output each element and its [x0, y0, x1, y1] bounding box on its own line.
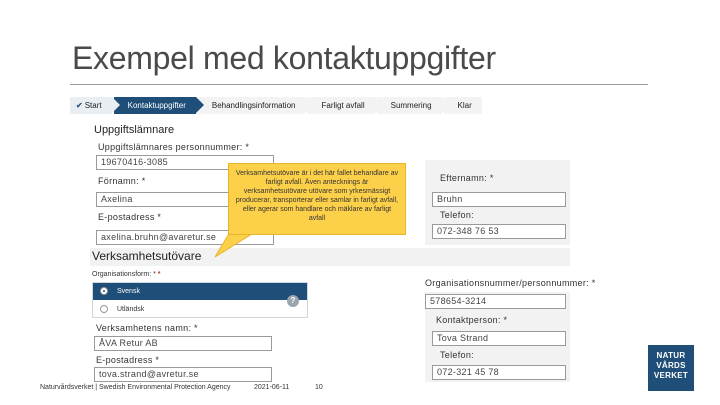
step-behandlingsinformation[interactable] — [198, 97, 306, 114]
org-epost-label: E-postadress * — [96, 355, 160, 365]
orgnr-field[interactable]: 578654-3214 — [425, 294, 566, 309]
org-form-radio-group — [92, 282, 308, 318]
fornamn-label: Förnamn: * — [98, 176, 146, 186]
step-start[interactable] — [70, 97, 112, 114]
epost-field[interactable]: axelina.bruhn@avaretur.se — [96, 230, 274, 245]
step-label: Klar — [457, 101, 472, 110]
footer-org: Naturvårdsverket | Swedish Environmental Protection Agency — [40, 384, 231, 391]
footer-page-number: 10 — [315, 384, 323, 391]
logo-line: VÅRDS — [656, 361, 686, 370]
org-telefon-label: Telefon: — [440, 350, 474, 360]
org-form-label-text: Organisationsform: * — [92, 271, 156, 278]
step-farligt-avfall[interactable] — [307, 97, 374, 114]
logo-line: NATUR — [656, 351, 686, 360]
slide-title: Exempel med kontaktuppgifter — [72, 40, 496, 76]
tooltip-callout: Verksamhetsutövare är i det här fallet behandlare av farligt avfall. Även antecknings är verksamhetsutövare utövare som yrkesmässigt producerar, transporterar eller samlar in farligt avfall, eller agerar som handlare och mäklare av farligt avfall — [228, 163, 406, 235]
uppgiftslamnare-heading: Uppgiftslämnare — [94, 124, 175, 136]
fornamn-field[interactable]: Axelina — [96, 192, 274, 207]
step-kontaktuppgifter[interactable] — [114, 97, 196, 114]
org-telefon-field[interactable]: 072-321 45 78 — [432, 365, 566, 380]
wizard-steps — [70, 97, 484, 114]
radio-option-utlandsk[interactable] — [93, 301, 307, 318]
telefon-label: Telefon: — [440, 210, 474, 220]
personnummer-label: Uppgiftslämnares personnummer: * — [98, 142, 250, 152]
naturvardsverket-logo — [648, 345, 694, 391]
step-label: Kontaktuppgifter — [127, 101, 186, 110]
radio-selected-icon — [100, 287, 108, 295]
verksamhetens-namn-label: Verksamhetens namn: * — [96, 323, 198, 333]
verksamhetsutovare-heading: Verksamhetsutövare — [92, 249, 202, 263]
org-epost-field[interactable]: tova.strand@avretur.se — [94, 367, 272, 382]
verksamhetens-namn-field[interactable]: ÅVA Retur AB — [94, 336, 272, 351]
telefon-field[interactable]: 072-348 76 53 — [432, 224, 566, 239]
step-label: Summering — [390, 101, 432, 110]
epost-label: E-postadress * — [98, 212, 162, 222]
kontaktperson-field[interactable]: Tova Strand — [432, 331, 566, 346]
step-label: Behandlingsinformation — [211, 101, 296, 110]
title-divider — [70, 84, 648, 85]
efternamn-label: Efternamn: * — [440, 173, 494, 183]
kontaktperson-label: Kontaktperson: * — [436, 315, 508, 325]
logo-line: VERKET — [653, 371, 689, 380]
radio-option-svensk[interactable] — [93, 283, 307, 300]
step-label: Start — [84, 101, 102, 110]
step-label: Farligt avfall — [321, 101, 365, 110]
footer-date: 2021-06-11 — [254, 384, 290, 391]
org-form-label — [92, 271, 161, 278]
radio-label: Utländsk — [117, 306, 145, 313]
step-summering[interactable] — [377, 97, 442, 114]
help-icon[interactable]: ? — [287, 295, 299, 307]
personnummer-field[interactable]: 19670416-3085 — [96, 155, 274, 170]
tooltip-tail — [210, 232, 270, 258]
efternamn-field[interactable]: Bruhn — [432, 192, 566, 207]
orgnr-label: Organisationsnummer/personnummer: * — [425, 278, 596, 288]
required-marker: * — [157, 271, 161, 278]
logo-text — [648, 351, 694, 381]
radio-label: Svensk — [117, 288, 140, 295]
radio-unselected-icon — [100, 305, 108, 313]
checkmark-icon: ✔ — [76, 101, 83, 110]
